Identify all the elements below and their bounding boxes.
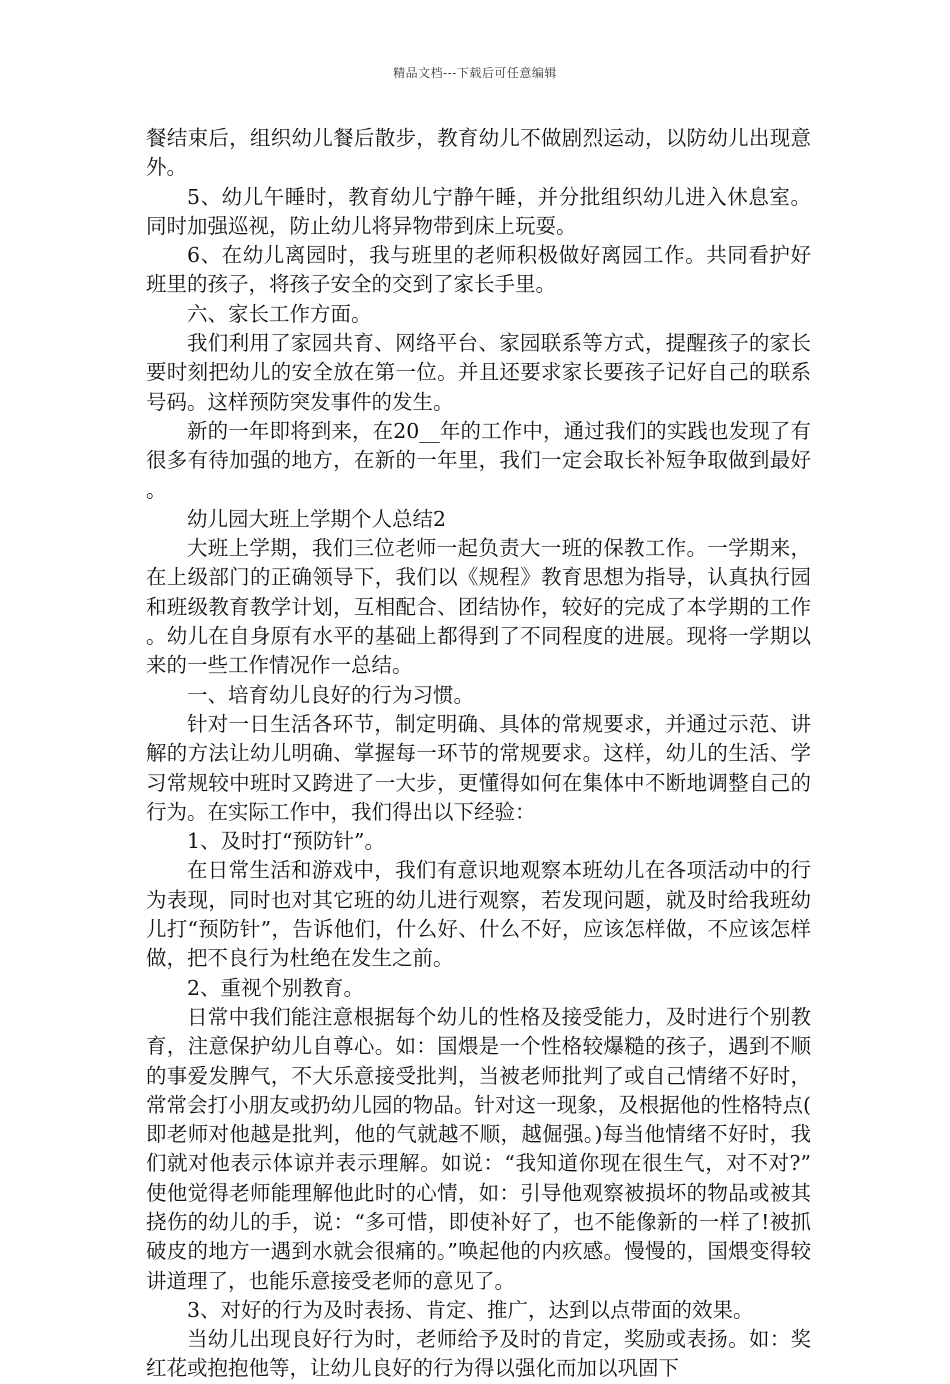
paragraph: 日常中我们能注意根据每个幼儿的性格及接受能力，及时进行个别教育，注意保护幼儿自尊心。如：国煨是一个性格较爆糙的孩子，遇到不顺的事爱发脾气，不大乐意接受批判，当被老师批判了或自己情绪不好时，常常会打小朋友或扔幼儿园的物品。针对这一现象，及根据他的性格特点(即老师对他越是批判，他的气就越不顺，越倔强。)每当他情绪不好时，我们就对他表示体谅并表示理解。如说：“我知道你现在很生气，对不对?”使他觉得老师能理解他此时的心情，如：引导他观察被损坏的物品或被其挠伤的幼儿的手，说：“多可惜，即使补好了，也不能像新的一样了!被抓破皮的地方一遇到水就会很痛的。”唤起他的内疚感。慢慢的，国煨变得较讲道理了，也能乐意接受老师的意见了。	[146, 1004, 811, 1293]
subsection-heading: 1、及时打“预防针”。	[187, 829, 386, 854]
paragraph: 餐结束后，组织幼儿餐后散步，教育幼儿不做剧烈运动，以防幼儿出现意外。	[146, 126, 811, 180]
document-body	[146, 124, 811, 1384]
paragraph: 5、幼儿午睡时，教育幼儿宁静午睡，并分批组织幼儿进入休息室。同时加强巡视，防止幼儿将异物带到床上玩耍。	[146, 184, 811, 238]
paragraph: 我们利用了家园共育、网络平台、家园联系等方式，提醒孩子的家长要时刻把幼儿的安全放在第一位。并且还要求家长要孩子记好自己的联系号码。这样预防突发事件的发生。	[146, 331, 811, 414]
paragraph: 在日常生活和游戏中，我们有意识地观察本班幼儿在各项活动中的行为表现，同时也对其它班的幼儿进行观察，若发现问题，就及时给我班幼儿打“预防针”，告诉他们，什么好、什么不好，应该怎样做，不应该怎样做，把不良行为杜绝在发生之前。	[146, 858, 811, 971]
document-subtitle: 幼儿园大班上学期个人总结2	[187, 506, 447, 531]
paragraph: 大班上学期，我们三位老师一起负责大一班的保教工作。一学期来，在上级部门的正确领导下，我们以《规程》教育思想为指导，认真执行园和班级教育教学计划，互相配合、团结协作，较好的完成了本学期的工作。幼儿在自身原有水平的基础上都得到了不同程度的进展。现将一学期以来的一些工作情况作一总结。	[146, 536, 811, 678]
paragraph: 针对一日生活各环节，制定明确、具体的常规要求，并通过示范、讲解的方法让幼儿明确、掌握每一环节的常规要求。这样，幼儿的生活、学习常规较中班时又跨进了一大步，更懂得如何在集体中不断地调整自己的行为。在实际工作中，我们得出以下经验：	[146, 711, 811, 824]
paragraph: 6、在幼儿离园时，我与班里的老师积极做好离园工作。共同看护好班里的孩子，将孩子安全的交到了家长手里。	[146, 243, 811, 297]
section-heading: 一、培育幼儿良好的行为习惯。	[187, 682, 474, 707]
page-header: 精品文档---下载后可任意编辑	[393, 66, 557, 80]
subsection-heading: 2、重视个别教育。	[187, 975, 365, 1000]
section-heading: 六、家长工作方面。	[187, 301, 372, 326]
paragraph: 新的一年即将到来，在20__年的工作中，通过我们的实践也发现了有很多有待加强的地方，在新的一年里，我们一定会取长补短争取做到最好。	[146, 418, 811, 502]
paragraph: 当幼儿出现良好行为时，老师给予及时的肯定，奖励或表扬。如：奖红花或抱抱他等，让幼儿良好的行为得以强化而加以巩固下	[146, 1327, 811, 1381]
subsection-heading: 3、对好的行为及时表扬、肯定、推广，达到以点带面的效果。	[187, 1297, 754, 1322]
